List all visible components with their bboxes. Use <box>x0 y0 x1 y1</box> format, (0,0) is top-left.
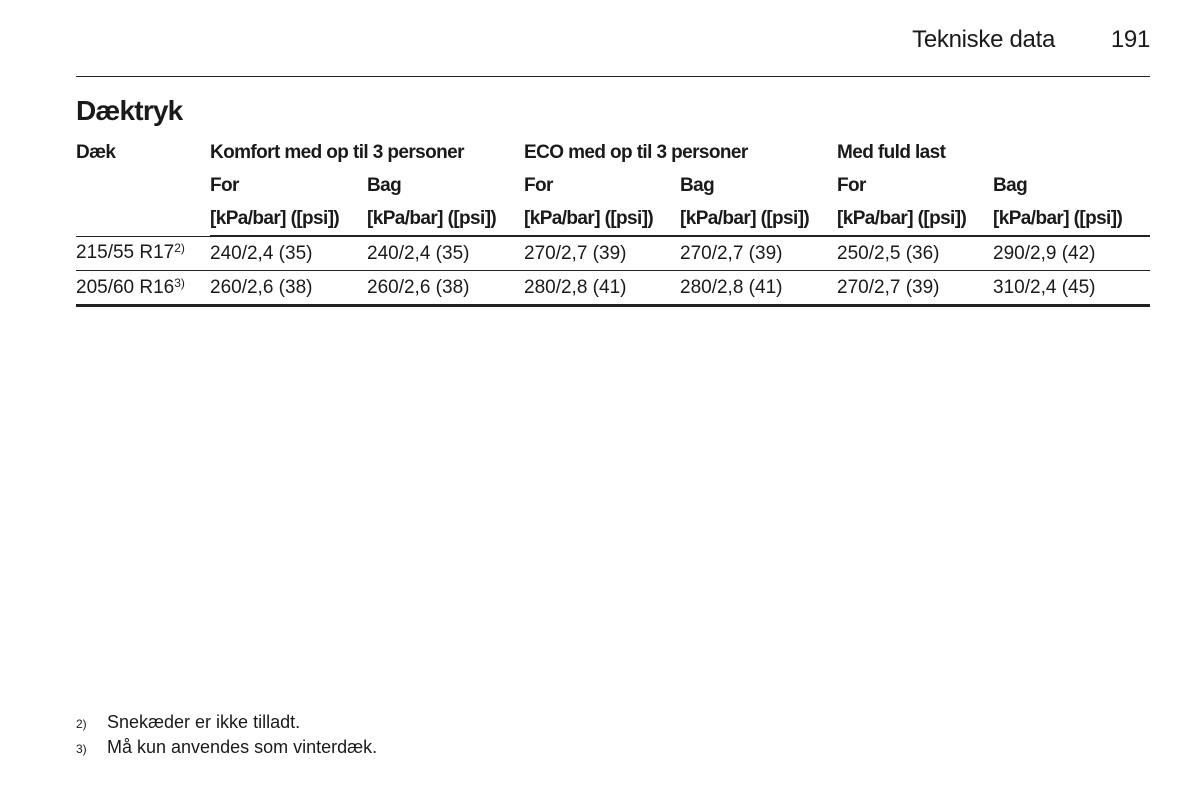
pressure-cell: 250/2,5 (36) <box>837 236 993 271</box>
unit-label: [kPa/bar] ([psi]) <box>524 202 680 236</box>
unit-label: [kPa/bar] ([psi]) <box>837 202 993 236</box>
sub-header-bag: Bag <box>367 174 402 196</box>
sub-header-for: For <box>210 174 239 196</box>
unit-label: [kPa/bar] ([psi]) <box>367 202 524 236</box>
sub-header-for: For <box>837 174 866 196</box>
table-row <box>76 236 1150 271</box>
group-header-eco: ECO med op til 3 personer <box>524 141 748 163</box>
pressure-cell: 260/2,6 (38) <box>367 271 524 306</box>
pressure-cell: 310/2,4 (45) <box>993 271 1150 306</box>
footnote-text: Snekæder er ikke tilladt. <box>107 712 301 732</box>
pressure-cell: 280/2,8 (41) <box>680 271 837 306</box>
tire-pressure-table <box>76 136 1150 307</box>
group-header-row <box>76 136 1150 169</box>
pressure-cell: 290/2,9 (42) <box>993 236 1150 271</box>
sub-header-for: For <box>524 174 553 196</box>
unit-label: [kPa/bar] ([psi]) <box>680 202 837 236</box>
pressure-cell: 270/2,7 (39) <box>680 236 837 271</box>
sub-header-bag: Bag <box>993 174 1028 196</box>
footnote-mark: 3) <box>76 742 87 756</box>
unit-label: [kPa/bar] ([psi]) <box>993 202 1150 236</box>
footnote <box>76 736 377 761</box>
pressure-cell: 260/2,6 (38) <box>210 271 367 306</box>
tire-size-cell: 205/60 R16$^{3)}$ <box>76 271 210 306</box>
tire-column-header: Dæk <box>76 141 116 163</box>
footnote-text: Må kun anvendes som vinterdæk. <box>107 737 378 757</box>
tire-size-cell: 215/55 R17$^{2)}$ <box>76 236 210 271</box>
footnote-mark: 2) <box>76 717 87 731</box>
pressure-cell: 270/2,7 (39) <box>837 271 993 306</box>
footnotes <box>76 711 377 761</box>
pressure-cell: 240/2,4 (35) <box>210 236 367 271</box>
group-header-komfort: Komfort med op til 3 personer <box>210 141 464 163</box>
sub-header-bag: Bag <box>680 174 715 196</box>
group-header-full-load: Med fuld last <box>837 141 946 163</box>
footnote-ref: 2) <box>174 241 185 256</box>
pressure-cell: 270/2,7 (39) <box>524 236 680 271</box>
sub-header-row <box>76 169 1150 202</box>
footnote <box>76 711 377 736</box>
footnote-ref: 3) <box>174 275 185 290</box>
unit-label: [kPa/bar] ([psi]) <box>210 202 367 236</box>
pressure-cell: 240/2,4 (35) <box>367 236 524 271</box>
units-row <box>76 202 1150 236</box>
pressure-cell: 280/2,8 (41) <box>524 271 680 306</box>
table-row <box>76 271 1150 306</box>
header-title: Tekniske data <box>912 26 1055 53</box>
section-title: Dæktryk <box>76 95 183 126</box>
page-header <box>76 24 1150 77</box>
page-number: 191 <box>1110 26 1150 53</box>
